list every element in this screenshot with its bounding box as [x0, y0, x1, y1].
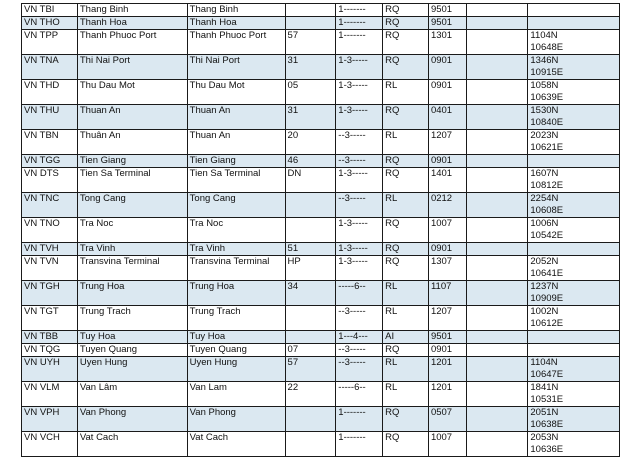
cell-date: 9501	[428, 17, 466, 30]
cell-status: RL	[383, 382, 429, 407]
cell-locode: VN VLM	[22, 382, 78, 407]
table-row	[22, 130, 620, 155]
coordinate-longitude: 10639E	[530, 92, 564, 103]
cell-subdivision: 07	[285, 344, 336, 357]
cell-coordinates	[528, 30, 620, 55]
cell-subdivision	[285, 432, 336, 457]
cell-coordinates	[528, 193, 620, 218]
cell-name: Thanh Hoa	[77, 17, 187, 30]
cell-iata	[466, 55, 528, 80]
cell-coordinates	[528, 331, 620, 344]
cell-name: Tuyen Quang	[77, 344, 187, 357]
coordinate-longitude: 10636E	[530, 444, 564, 455]
cell-iata	[466, 218, 528, 243]
cell-name-without-diacritics: Thanh Phuoc Port	[187, 30, 285, 55]
table-body	[22, 4, 620, 457]
cell-date: 1401	[428, 168, 466, 193]
cell-name: Transvina Terminal	[77, 256, 187, 281]
cell-date: 0401	[428, 105, 466, 130]
cell-name: Tuy Hoa	[77, 331, 187, 344]
cell-name-without-diacritics: Tuyen Quang	[187, 344, 285, 357]
cell-locode: VN TBN	[22, 130, 78, 155]
cell-subdivision: 34	[285, 281, 336, 306]
table-row	[22, 55, 620, 80]
cell-subdivision: 31	[285, 105, 336, 130]
cell-locode: VN UYH	[22, 357, 78, 382]
cell-locode: VN TGT	[22, 306, 78, 331]
cell-function: 1-------	[336, 30, 383, 55]
cell-function: 1-3-----	[336, 105, 383, 130]
cell-name: Thuan An	[77, 105, 187, 130]
cell-function: 1-3-----	[336, 55, 383, 80]
coordinate-latitude: 2254N	[530, 193, 559, 204]
coordinate-latitude: 1058N	[530, 80, 559, 91]
cell-name-without-diacritics: Vat Cach	[187, 432, 285, 457]
cell-name-without-diacritics: Thanh Hoa	[187, 17, 285, 30]
cell-status: RL	[383, 357, 429, 382]
cell-name-without-diacritics: Trung Hoa	[187, 281, 285, 306]
cell-name-without-diacritics: Thang Binh	[187, 4, 285, 17]
coordinate-latitude: 1006N	[530, 218, 559, 229]
cell-status: RQ	[383, 256, 429, 281]
table-row	[22, 168, 620, 193]
cell-name: Thu Dau Mot	[77, 80, 187, 105]
coordinate-longitude: 10840E	[530, 117, 564, 128]
cell-locode: VN TVH	[22, 243, 78, 256]
coordinate-longitude: 10612E	[530, 318, 564, 329]
cell-locode: VN THO	[22, 17, 78, 30]
table-row	[22, 243, 620, 256]
table-row	[22, 218, 620, 243]
cell-function: 1-3-----	[336, 256, 383, 281]
cell-status: RL	[383, 281, 429, 306]
cell-locode: VN TQG	[22, 344, 78, 357]
cell-coordinates	[528, 407, 620, 432]
cell-subdivision	[285, 407, 336, 432]
table-row	[22, 357, 620, 382]
cell-status: RL	[383, 306, 429, 331]
cell-locode: VN VCH	[22, 432, 78, 457]
cell-coordinates	[528, 281, 620, 306]
coordinate-longitude: 10909E	[530, 293, 564, 304]
cell-iata	[466, 344, 528, 357]
cell-coordinates	[528, 155, 620, 168]
cell-subdivision: 46	[285, 155, 336, 168]
coordinate-longitude: 10608E	[530, 205, 564, 216]
cell-name-without-diacritics: Trung Trach	[187, 306, 285, 331]
cell-status: RQ	[383, 432, 429, 457]
coordinate-latitude: 1002N	[530, 306, 559, 317]
cell-iata	[466, 256, 528, 281]
cell-status: RQ	[383, 105, 429, 130]
cell-name-without-diacritics: Thi Nai Port	[187, 55, 285, 80]
cell-date: 0901	[428, 243, 466, 256]
cell-name: Tra Vinh	[77, 243, 187, 256]
coordinate-latitude: 1104N	[530, 357, 558, 368]
cell-name-without-diacritics: Uyen Hung	[187, 357, 285, 382]
coordinate-latitude: 1841N	[530, 382, 559, 393]
cell-function: --3-----	[336, 155, 383, 168]
cell-status: RQ	[383, 168, 429, 193]
cell-subdivision	[285, 218, 336, 243]
cell-function: 1-3-----	[336, 80, 383, 105]
coordinate-longitude: 10812E	[530, 180, 564, 191]
cell-function: -----6--	[336, 281, 383, 306]
cell-function: --3-----	[336, 130, 383, 155]
coordinate-longitude: 10638E	[530, 419, 564, 430]
cell-locode: VN TNA	[22, 55, 78, 80]
cell-status: RQ	[383, 4, 429, 17]
cell-iata	[466, 4, 528, 17]
cell-name-without-diacritics: Tong Cang	[187, 193, 285, 218]
cell-iata	[466, 193, 528, 218]
cell-date: 0901	[428, 344, 466, 357]
cell-iata	[466, 432, 528, 457]
cell-iata	[466, 155, 528, 168]
table-row	[22, 382, 620, 407]
cell-locode: VN TNO	[22, 218, 78, 243]
cell-iata	[466, 306, 528, 331]
coordinate-longitude: 10915E	[530, 67, 564, 78]
cell-status: RQ	[383, 407, 429, 432]
cell-locode: VN TBB	[22, 331, 78, 344]
table-row	[22, 155, 620, 168]
coordinate-latitude: 1607N	[530, 168, 559, 179]
cell-subdivision: 57	[285, 357, 336, 382]
cell-status: RQ	[383, 30, 429, 55]
cell-name: Uyen Hung	[77, 357, 187, 382]
coordinate-latitude: 2051N	[530, 407, 559, 418]
table-row	[22, 4, 620, 17]
cell-subdivision	[285, 4, 336, 17]
cell-subdivision	[285, 17, 336, 30]
table-row	[22, 407, 620, 432]
cell-status: RQ	[383, 218, 429, 243]
cell-name: Trung Hoa	[77, 281, 187, 306]
cell-coordinates	[528, 168, 620, 193]
cell-subdivision	[285, 193, 336, 218]
cell-status: RL	[383, 193, 429, 218]
cell-function: 1-3-----	[336, 168, 383, 193]
cell-locode: VN TVN	[22, 256, 78, 281]
cell-locode: VN TGG	[22, 155, 78, 168]
cell-locode: VN THU	[22, 105, 78, 130]
table-row	[22, 281, 620, 306]
table-row	[22, 80, 620, 105]
cell-name: Thanh Phuoc Port	[77, 30, 187, 55]
cell-status: RQ	[383, 55, 429, 80]
cell-name: Thi Nai Port	[77, 55, 187, 80]
coordinate-longitude: 10647E	[530, 369, 564, 380]
cell-iata	[466, 407, 528, 432]
locode-table	[21, 3, 620, 457]
cell-date: 0212	[428, 193, 466, 218]
cell-subdivision: DN	[285, 168, 336, 193]
cell-status: RL	[383, 130, 429, 155]
cell-locode: VN TBI	[22, 4, 78, 17]
cell-name: Van Lâm	[77, 382, 187, 407]
cell-name: Tong Cang	[77, 193, 187, 218]
cell-iata	[466, 331, 528, 344]
cell-name: Thang Binh	[77, 4, 187, 17]
cell-subdivision	[285, 331, 336, 344]
cell-subdivision: HP	[285, 256, 336, 281]
cell-function: --3-----	[336, 344, 383, 357]
cell-iata	[466, 168, 528, 193]
cell-subdivision: 22	[285, 382, 336, 407]
cell-coordinates	[528, 243, 620, 256]
coordinate-latitude: 1104N	[530, 30, 558, 41]
coordinate-longitude: 10621E	[530, 142, 564, 153]
cell-name-without-diacritics: Transvina Terminal	[187, 256, 285, 281]
cell-coordinates	[528, 432, 620, 457]
cell-iata	[466, 17, 528, 30]
cell-locode: VN VPH	[22, 407, 78, 432]
cell-iata	[466, 30, 528, 55]
cell-subdivision: 31	[285, 55, 336, 80]
cell-function: -----6--	[336, 382, 383, 407]
locode-table-wrapper	[21, 3, 620, 457]
cell-name-without-diacritics: Van Phong	[187, 407, 285, 432]
cell-iata	[466, 357, 528, 382]
coordinate-longitude: 10648E	[530, 42, 564, 53]
cell-function: --3-----	[336, 357, 383, 382]
cell-name: Tien Giang	[77, 155, 187, 168]
cell-locode: VN THD	[22, 80, 78, 105]
cell-function: 1-3-----	[336, 243, 383, 256]
cell-coordinates	[528, 382, 620, 407]
cell-date: 1107	[428, 281, 466, 306]
cell-name: Thuân An	[77, 130, 187, 155]
cell-date: 1007	[428, 218, 466, 243]
cell-status: RQ	[383, 17, 429, 30]
cell-name-without-diacritics: Tien Giang	[187, 155, 285, 168]
cell-function: 1---4---	[336, 331, 383, 344]
cell-iata	[466, 382, 528, 407]
cell-name-without-diacritics: Tuy Hoa	[187, 331, 285, 344]
table-row	[22, 306, 620, 331]
cell-locode: VN TPP	[22, 30, 78, 55]
cell-date: 1207	[428, 130, 466, 155]
table-row	[22, 30, 620, 55]
cell-coordinates	[528, 218, 620, 243]
cell-coordinates	[528, 80, 620, 105]
cell-subdivision: 51	[285, 243, 336, 256]
cell-coordinates	[528, 55, 620, 80]
cell-date: 1307	[428, 256, 466, 281]
cell-status: RQ	[383, 155, 429, 168]
coordinate-latitude: 1530N	[530, 105, 559, 116]
table-row	[22, 432, 620, 457]
cell-name-without-diacritics: Thuan An	[187, 105, 285, 130]
table-row	[22, 344, 620, 357]
cell-locode: VN TGH	[22, 281, 78, 306]
cell-coordinates	[528, 306, 620, 331]
table-row	[22, 105, 620, 130]
cell-date: 0901	[428, 55, 466, 80]
cell-function: --3-----	[336, 193, 383, 218]
cell-function: 1-------	[336, 4, 383, 17]
cell-date: 1301	[428, 30, 466, 55]
cell-coordinates	[528, 105, 620, 130]
coordinate-longitude: 10531E	[530, 394, 564, 405]
cell-locode: VN DTS	[22, 168, 78, 193]
coordinate-latitude: 2052N	[530, 256, 559, 267]
cell-coordinates	[528, 130, 620, 155]
cell-date: 1007	[428, 432, 466, 457]
cell-date: 1201	[428, 357, 466, 382]
cell-date: 0901	[428, 155, 466, 168]
coordinate-latitude: 1237N	[530, 281, 559, 292]
cell-iata	[466, 243, 528, 256]
cell-date: 9501	[428, 331, 466, 344]
cell-name-without-diacritics: Tra Noc	[187, 218, 285, 243]
cell-name-without-diacritics: Tien Sa Terminal	[187, 168, 285, 193]
table-row	[22, 193, 620, 218]
cell-iata	[466, 281, 528, 306]
cell-status: RQ	[383, 344, 429, 357]
cell-date: 0901	[428, 80, 466, 105]
table-row	[22, 331, 620, 344]
cell-function: 1-3-----	[336, 218, 383, 243]
cell-function: 1-------	[336, 432, 383, 457]
cell-iata	[466, 80, 528, 105]
cell-name: Van Phong	[77, 407, 187, 432]
cell-function: --3-----	[336, 306, 383, 331]
cell-iata	[466, 130, 528, 155]
coordinate-latitude: 2053N	[530, 432, 559, 443]
cell-name-without-diacritics: Thuan An	[187, 130, 285, 155]
cell-date: 1207	[428, 306, 466, 331]
cell-subdivision: 57	[285, 30, 336, 55]
cell-date: 0507	[428, 407, 466, 432]
cell-status: RL	[383, 80, 429, 105]
cell-function: 1-------	[336, 17, 383, 30]
coordinate-longitude: 10641E	[530, 268, 564, 279]
cell-status: RQ	[383, 243, 429, 256]
cell-function: 1-------	[336, 407, 383, 432]
cell-name-without-diacritics: Van Lam	[187, 382, 285, 407]
cell-locode: VN TNC	[22, 193, 78, 218]
cell-name-without-diacritics: Tra Vinh	[187, 243, 285, 256]
cell-name: Vat Cach	[77, 432, 187, 457]
cell-coordinates	[528, 17, 620, 30]
cell-iata	[466, 105, 528, 130]
coordinate-latitude: 2023N	[530, 130, 559, 141]
cell-name: Trung Trach	[77, 306, 187, 331]
cell-date: 9501	[428, 4, 466, 17]
cell-name-without-diacritics: Thu Dau Mot	[187, 80, 285, 105]
cell-subdivision: 20	[285, 130, 336, 155]
cell-coordinates	[528, 357, 620, 382]
table-row	[22, 256, 620, 281]
coordinate-latitude: 1346N	[530, 55, 559, 66]
cell-subdivision	[285, 306, 336, 331]
cell-date: 1201	[428, 382, 466, 407]
coordinate-longitude: 10542E	[530, 230, 564, 241]
cell-coordinates	[528, 4, 620, 17]
table-row	[22, 17, 620, 30]
cell-coordinates	[528, 344, 620, 357]
cell-coordinates	[528, 256, 620, 281]
cell-name: Tra Noc	[77, 218, 187, 243]
cell-name: Tien Sa Terminal	[77, 168, 187, 193]
cell-subdivision: 05	[285, 80, 336, 105]
cell-status: AI	[383, 331, 429, 344]
